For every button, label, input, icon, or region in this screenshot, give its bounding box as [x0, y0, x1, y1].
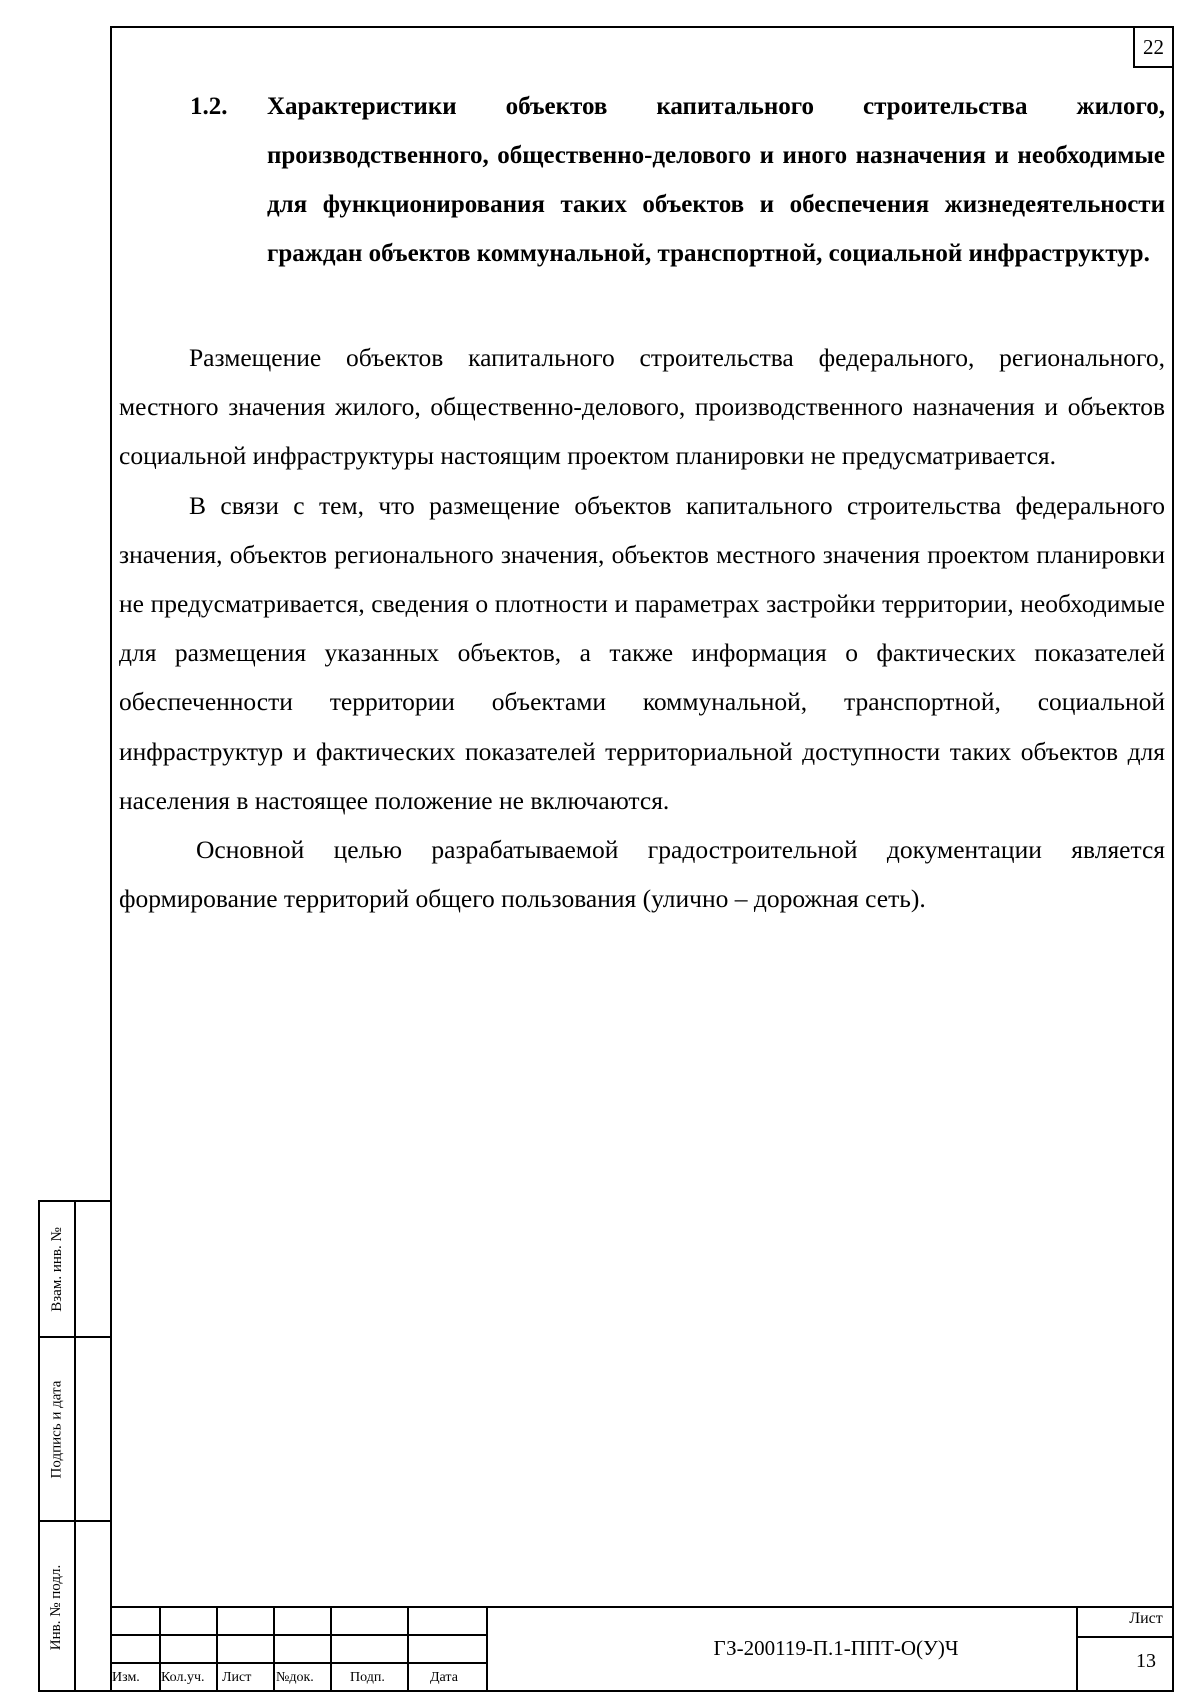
stamp-col-kol: Кол.уч. — [161, 1670, 205, 1685]
stamp-col-data: Дата — [430, 1670, 458, 1685]
section-number: 1.2. — [190, 93, 228, 120]
label-podpis: Подпись и дата — [48, 1380, 65, 1478]
title-block — [110, 1606, 1174, 1692]
sheet-label: Лист — [1129, 1610, 1163, 1627]
label-inv: Инв. № подл. — [48, 1564, 65, 1650]
sheet-number: 13 — [1136, 1650, 1156, 1672]
stamp-col-izm: Изм. — [112, 1670, 140, 1685]
paragraph: Основной целью разрабатываемой градостроительной документации является формирование территорий общего пользования (улично – дорожная сеть). — [119, 835, 1165, 914]
side-approval-strip — [38, 1200, 110, 1692]
section-title: Характеристики объектов капитального строительства жилого, производственного, общественно-делового и иного назначения и необходимые для функционирования таких объектов и обеспечения жизнедеятельности граждан объектов коммунальной, транспортной, социальной инфраструктур. — [267, 93, 1165, 267]
stamp-col-list: Лист — [222, 1670, 252, 1685]
section-heading — [190, 82, 1165, 278]
body-text — [119, 333, 1165, 923]
paragraph: Размещение объектов капитального строительства федерального, регионального, местного значения жилого, общественно-делового, производственного назначения и объектов социальной инфраструктуры настоящим проектом планировки не предусматривается. — [119, 343, 1165, 471]
page-number: 22 — [1133, 26, 1174, 68]
label-vzam: Взам. инв. № — [48, 1226, 65, 1312]
stamp-col-ndok: №док. — [276, 1670, 314, 1685]
stamp-col-podp: Подп. — [350, 1670, 385, 1685]
paragraph: В связи с тем, что размещение объектов капитального строительства федерального значения, объектов регионального значения, объектов местного значения проектом планировки не предусматривается, сведения о плотности и параметрах застройки территории, необходимые для размещения указанных объектов, а также информация о фактических показателей обеспеченности территории объектами коммунальной, транспортной, социальной инфраструктур и фактических показателей территориальной доступности таких объектов для населения в настоящее положение не включаются. — [119, 490, 1165, 815]
document-code: ГЗ-200119-П.1-ППТ-О(У)Ч — [713, 1636, 959, 1660]
